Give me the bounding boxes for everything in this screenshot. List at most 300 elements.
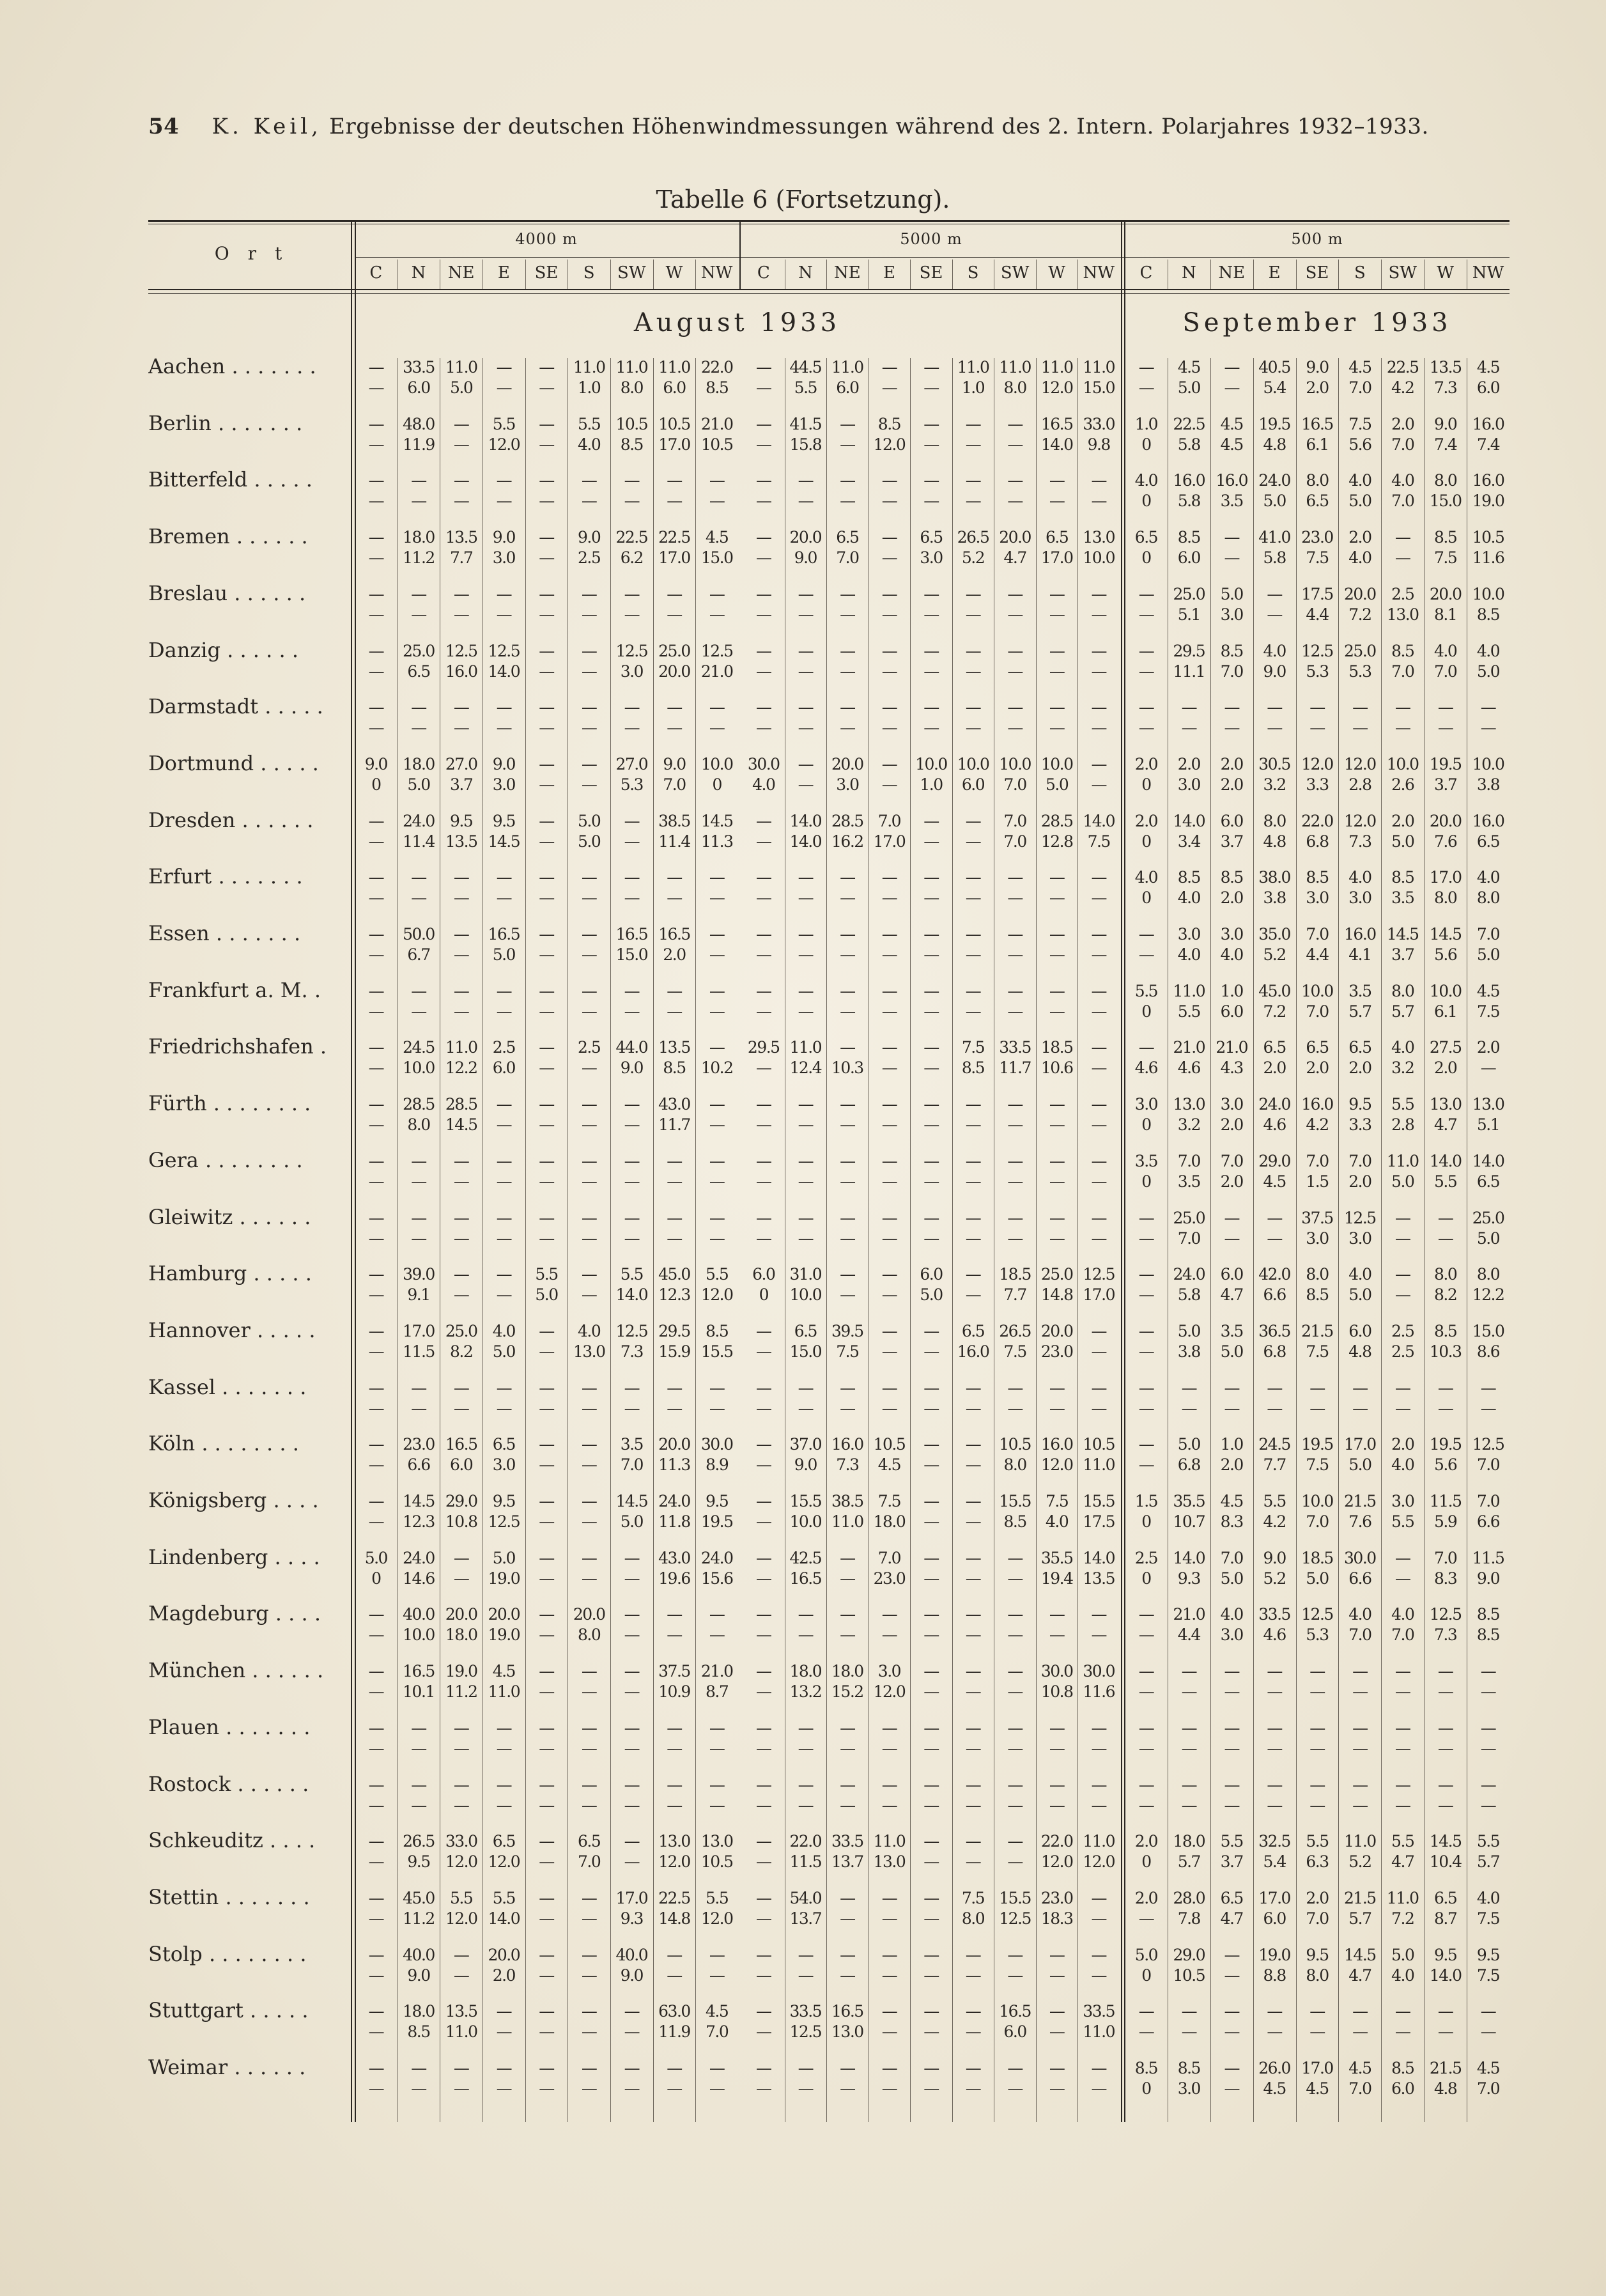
data-cell: 4.6 <box>1134 1059 1158 1078</box>
data-cell: — <box>923 2079 939 2098</box>
data-cell: 7.0 <box>836 548 859 568</box>
data-cell: 3.0 <box>1220 1625 1243 1645</box>
data-cell: 2.0 <box>1391 414 1414 433</box>
data-cell: — <box>667 1172 682 1191</box>
data-cell: — <box>709 1095 725 1114</box>
data-cell: 12.3 <box>658 1285 690 1305</box>
data-cell: — <box>756 1455 771 1475</box>
data-cell: 7.0 <box>1476 2079 1500 2098</box>
data-cell: — <box>368 811 384 830</box>
data-cell: 7.0 <box>877 1548 901 1567</box>
data-cell: 13.0 <box>1472 1095 1504 1114</box>
data-cell: — <box>1007 1945 1023 1964</box>
column-rule <box>1338 260 1339 289</box>
data-cell: — <box>1437 1775 1453 1794</box>
ort-divider-2 <box>351 220 352 2122</box>
column-rule <box>1036 260 1037 289</box>
data-cell: — <box>1049 1399 1065 1418</box>
data-cell: — <box>881 754 897 773</box>
data-cell: — <box>624 1002 640 1021</box>
direction-header: W <box>1048 263 1066 283</box>
data-cell: — <box>368 1151 384 1170</box>
data-cell: — <box>581 925 597 943</box>
data-cell: 4.0 <box>1220 945 1243 964</box>
data-cell: 7.0 <box>1220 1548 1243 1567</box>
data-cell: 10.9 <box>658 1682 690 1702</box>
data-cell: — <box>1049 1208 1065 1227</box>
data-cell: 6.0 <box>1263 1909 1286 1928</box>
data-cell: — <box>1224 718 1239 738</box>
data-cell: 4.8 <box>1263 435 1286 454</box>
data-cell: 7.3 <box>836 1455 859 1475</box>
data-cell: — <box>539 925 554 943</box>
direction-header: C <box>1139 263 1153 283</box>
data-cell: 7.7 <box>1263 1455 1286 1475</box>
data-cell: — <box>1395 1208 1410 1227</box>
data-cell: 11.4 <box>658 832 690 851</box>
data-cell: — <box>1007 435 1023 454</box>
data-cell: 7.2 <box>1348 605 1371 624</box>
data-cell: 6.5 <box>492 1435 515 1454</box>
data-cell: 14.5 <box>615 1492 648 1510</box>
data-cell: 10.0 <box>700 754 733 773</box>
data-cell: — <box>923 2059 939 2077</box>
data-cell: 8.5 <box>663 1059 686 1078</box>
altitude-label: 5000 m <box>900 230 962 248</box>
data-cell: — <box>840 471 855 490</box>
data-cell: 12.4 <box>789 1059 822 1078</box>
data-cell: — <box>581 2059 597 2077</box>
data-cell: 9.5 <box>1476 1945 1500 1964</box>
data-cell: — <box>965 1455 981 1475</box>
data-cell: 18.0 <box>831 1662 863 1681</box>
data-cell: 5.0 <box>1177 1321 1200 1340</box>
data-cell: 0 <box>1141 1569 1151 1588</box>
data-cell: — <box>756 1909 771 1928</box>
data-cell: 14.5 <box>1344 1945 1376 1964</box>
data-cell: 17.0 <box>1040 548 1073 568</box>
data-cell: — <box>881 2002 897 2021</box>
data-cell: — <box>1480 1739 1496 1758</box>
data-cell: — <box>923 435 939 454</box>
data-cell: — <box>709 1625 725 1645</box>
data-cell: — <box>1352 2022 1368 2042</box>
data-cell: 6.5 <box>578 1832 601 1851</box>
data-cell: 43.0 <box>658 1095 690 1114</box>
data-cell: — <box>1395 1739 1410 1758</box>
data-cell: 20.0 <box>573 1605 605 1624</box>
data-cell: — <box>1091 1966 1106 1985</box>
data-cell: 12.5 <box>1301 641 1333 660</box>
altitude-label: 4000 m <box>515 230 578 248</box>
data-cell: — <box>756 1605 771 1624</box>
data-cell: 3.0 <box>1391 1492 1414 1510</box>
place-name: Köln . . . . . . . . <box>148 1431 299 1456</box>
data-cell: 13.5 <box>445 2002 477 2021</box>
data-cell: 3.2 <box>1177 1115 1200 1135</box>
data-cell: — <box>881 868 897 887</box>
data-cell: — <box>1395 1399 1410 1418</box>
data-cell: 5.5 <box>620 1265 643 1284</box>
data-cell: — <box>923 1966 939 1985</box>
data-cell: 33.5 <box>1258 1605 1290 1624</box>
data-cell: — <box>881 1208 897 1227</box>
data-cell: 17.0 <box>403 1321 435 1340</box>
data-cell: — <box>923 1832 939 1851</box>
data-cell: — <box>881 528 897 547</box>
data-cell: 0 <box>1141 1172 1151 1191</box>
data-cell: 12.0 <box>488 435 520 454</box>
data-cell: 3.0 <box>877 1662 901 1681</box>
data-cell: 14.0 <box>488 662 520 681</box>
data-cell: — <box>539 1038 554 1057</box>
data-cell: 10.0 <box>1386 754 1419 773</box>
data-cell: — <box>539 1321 554 1340</box>
data-cell: — <box>923 1888 939 1907</box>
data-cell: — <box>798 1399 814 1418</box>
data-cell: — <box>581 1399 597 1418</box>
data-cell: — <box>1181 1775 1197 1794</box>
data-cell: — <box>1352 2002 1368 2021</box>
data-cell: 4.8 <box>1263 832 1286 851</box>
data-cell: 10.0 <box>1301 1492 1333 1510</box>
data-cell: 0 <box>1141 435 1151 454</box>
data-cell: 17.0 <box>1344 1435 1376 1454</box>
data-cell: — <box>453 1739 469 1758</box>
data-cell: — <box>881 1342 897 1361</box>
data-cell: — <box>539 358 554 376</box>
data-cell: — <box>923 1172 939 1191</box>
data-cell: 27.0 <box>445 754 477 773</box>
data-cell: 28.5 <box>445 1095 477 1114</box>
data-cell: — <box>923 414 939 433</box>
data-cell: — <box>1091 868 1106 887</box>
data-cell: — <box>368 2002 384 2021</box>
data-cell: 11.0 <box>1083 1455 1115 1475</box>
data-cell: 6.0 <box>1476 378 1500 397</box>
data-cell: 22.0 <box>1040 1832 1073 1851</box>
data-cell: 23.0 <box>1040 1342 1073 1361</box>
data-cell: — <box>539 1796 554 1815</box>
place-name: Hamburg . . . . . <box>148 1261 312 1286</box>
data-cell: — <box>923 1625 939 1645</box>
data-cell: — <box>798 1115 814 1135</box>
data-cell: — <box>923 1796 939 1815</box>
data-cell: 17.0 <box>1301 2059 1333 2077</box>
data-cell: — <box>923 1321 939 1340</box>
data-cell: — <box>923 718 939 738</box>
data-cell: — <box>1049 1945 1065 1964</box>
data-cell: — <box>1007 1852 1023 1872</box>
data-cell: — <box>1049 584 1065 603</box>
data-cell: 14.5 <box>1429 1832 1462 1851</box>
data-cell: — <box>624 868 640 887</box>
data-cell: 7.0 <box>1348 2079 1371 2098</box>
data-cell: — <box>539 435 554 454</box>
data-cell: 12.5 <box>615 1321 648 1340</box>
data-cell: 24.5 <box>1258 1435 1290 1454</box>
data-cell: 9.0 <box>620 1059 643 1078</box>
data-cell: — <box>624 1208 640 1227</box>
data-cell: 6.5 <box>1306 1038 1329 1057</box>
data-cell: — <box>539 2022 554 2042</box>
data-cell: 16.5 <box>488 925 520 943</box>
data-cell: — <box>411 981 426 1000</box>
data-cell: 6.5 <box>1220 1888 1243 1907</box>
data-cell: — <box>667 1151 682 1170</box>
data-cell: 11.0 <box>1083 358 1115 376</box>
data-cell: — <box>1224 1378 1239 1397</box>
data-cell: 8.3 <box>1434 1569 1457 1588</box>
data-cell: 4.5 <box>1220 1492 1243 1510</box>
data-cell: — <box>756 811 771 830</box>
data-cell: — <box>756 2002 771 2021</box>
data-cell: 22.5 <box>615 528 648 547</box>
data-cell: 5.0 <box>1220 584 1243 603</box>
data-cell: 17.0 <box>615 1888 648 1907</box>
data-cell: — <box>840 945 855 964</box>
data-cell: 6.2 <box>620 548 643 568</box>
data-cell: — <box>923 492 939 511</box>
data-cell: — <box>453 1775 469 1794</box>
data-cell: — <box>965 1435 981 1454</box>
data-cell: — <box>496 1796 512 1815</box>
data-cell: 5.0 <box>1046 775 1069 794</box>
data-cell: 15.0 <box>700 548 733 568</box>
data-cell: 4.0 <box>1391 1966 1414 1985</box>
data-cell: 8.0 <box>1306 1265 1329 1284</box>
data-cell: — <box>581 1095 597 1114</box>
data-cell: 11.0 <box>1344 1832 1376 1851</box>
data-cell: 11.3 <box>700 832 733 851</box>
data-cell: — <box>1007 641 1023 660</box>
data-cell: — <box>1007 1002 1023 1021</box>
data-cell: 18.0 <box>1173 1832 1205 1851</box>
data-cell: — <box>840 492 855 511</box>
data-cell: 17.5 <box>1083 1512 1115 1531</box>
direction-header: SW <box>1000 263 1030 283</box>
data-cell: — <box>539 1739 554 1758</box>
data-cell: 7.0 <box>706 2022 729 2042</box>
place-name: Dortmund . . . . . <box>148 750 319 775</box>
table-title: Tabelle 6 (Fortsetzung). <box>656 185 950 213</box>
data-cell: — <box>840 1775 855 1794</box>
data-cell: — <box>965 1945 981 1964</box>
data-cell: 12.5 <box>1301 1605 1333 1624</box>
data-cell: 23.0 <box>403 1435 435 1454</box>
data-cell: — <box>496 471 512 490</box>
data-cell: 14.0 <box>1472 1151 1504 1170</box>
data-cell: — <box>798 2079 814 2098</box>
data-cell: 2.0 <box>1391 811 1414 830</box>
data-cell: 7.5 <box>1306 1342 1329 1361</box>
data-cell: 38.5 <box>658 811 690 830</box>
data-cell: 3.0 <box>492 548 515 568</box>
data-cell: 11.0 <box>999 358 1031 376</box>
data-cell: — <box>840 414 855 433</box>
data-cell: — <box>709 925 725 943</box>
data-cell: — <box>1267 1796 1282 1815</box>
data-cell: 3.5 <box>1348 981 1371 1000</box>
data-cell: — <box>453 2059 469 2077</box>
data-cell: — <box>756 1682 771 1702</box>
data-cell: — <box>1091 2079 1106 2098</box>
data-cell: — <box>1007 2059 1023 2077</box>
data-cell: — <box>923 662 939 681</box>
data-cell: — <box>581 1492 597 1510</box>
data-cell: 7.0 <box>1391 1625 1414 1645</box>
data-cell: 4.8 <box>1434 2079 1457 2098</box>
data-cell: 8.5 <box>1476 1605 1500 1624</box>
data-cell: — <box>1049 1718 1065 1737</box>
data-cell: 26.5 <box>957 528 989 547</box>
data-cell: — <box>923 1095 939 1114</box>
data-cell: — <box>368 1492 384 1510</box>
data-cell: — <box>1437 2022 1453 2042</box>
data-cell: — <box>624 981 640 1000</box>
data-cell: 7.0 <box>1348 1151 1371 1170</box>
data-cell: — <box>798 1151 814 1170</box>
data-cell: 16.5 <box>445 1435 477 1454</box>
data-cell: — <box>496 1172 512 1191</box>
data-cell: 11.0 <box>445 2022 477 2042</box>
data-cell: 6.5 <box>920 528 943 547</box>
data-cell: — <box>923 584 939 603</box>
data-cell: 19.0 <box>488 1569 520 1588</box>
data-cell: — <box>756 698 771 717</box>
data-cell: 7.0 <box>1306 1512 1329 1531</box>
data-cell: 3.5 <box>1220 492 1243 511</box>
data-cell: — <box>1091 1229 1106 1248</box>
data-cell: 15.5 <box>789 1492 822 1510</box>
data-cell: 14.5 <box>488 832 520 851</box>
data-cell: 4.0 <box>1348 1265 1371 1284</box>
data-cell: 5.0 <box>1134 1945 1158 1964</box>
data-cell: 2.8 <box>1348 775 1371 794</box>
data-cell: — <box>1091 1002 1106 1021</box>
data-cell: 21.0 <box>700 414 733 433</box>
data-cell: — <box>965 414 981 433</box>
data-cell: — <box>881 775 897 794</box>
data-cell: 8.5 <box>706 1321 729 1340</box>
data-cell: — <box>840 925 855 943</box>
data-cell: 40.0 <box>403 1945 435 1964</box>
data-cell: — <box>965 811 981 830</box>
data-cell: 2.0 <box>1220 888 1243 908</box>
data-cell: 11.0 <box>1083 1832 1115 1851</box>
data-cell: — <box>709 605 725 624</box>
data-cell: — <box>965 1492 981 1510</box>
data-cell: — <box>840 1285 855 1305</box>
data-cell: — <box>539 1435 554 1454</box>
data-cell: 14.0 <box>789 811 822 830</box>
data-cell: — <box>881 888 897 908</box>
data-cell: 20.0 <box>789 528 822 547</box>
data-cell: 40.5 <box>1258 358 1290 376</box>
data-cell: — <box>496 1399 512 1418</box>
data-cell: — <box>1267 1399 1282 1418</box>
data-cell: 3.0 <box>1220 925 1243 943</box>
data-cell: — <box>756 2079 771 2098</box>
data-cell: — <box>368 1399 384 1418</box>
data-cell: — <box>965 1739 981 1758</box>
data-cell: — <box>881 358 897 376</box>
data-cell: — <box>1352 1682 1368 1702</box>
data-cell: 0 <box>1141 1966 1151 1985</box>
data-cell: 5.7 <box>1177 1852 1200 1872</box>
data-cell: 12.5 <box>615 641 648 660</box>
data-cell: — <box>840 2079 855 2098</box>
data-cell: 37.5 <box>658 1662 690 1681</box>
data-cell: — <box>923 1718 939 1737</box>
data-cell: 15.5 <box>1083 1492 1115 1510</box>
column-rule <box>952 260 953 289</box>
data-cell: 21.0 <box>1173 1605 1205 1624</box>
data-cell: — <box>1049 888 1065 908</box>
data-cell: 7.0 <box>1434 662 1457 681</box>
data-cell: — <box>581 1265 597 1284</box>
data-cell: — <box>496 584 512 603</box>
data-cell: 44.5 <box>789 358 822 376</box>
data-cell: — <box>881 2022 897 2042</box>
data-cell: — <box>756 1625 771 1645</box>
data-cell: 14.0 <box>789 832 822 851</box>
data-cell: — <box>756 1059 771 1078</box>
data-cell: 29.5 <box>747 1038 780 1057</box>
data-cell: 4.0 <box>1391 1455 1414 1475</box>
data-cell: — <box>539 1718 554 1737</box>
data-cell: — <box>539 584 554 603</box>
data-cell: — <box>1395 718 1410 738</box>
data-cell: 9.5 <box>450 811 473 830</box>
data-cell: — <box>840 888 855 908</box>
data-cell: — <box>756 1229 771 1248</box>
data-cell: — <box>581 1378 597 1397</box>
data-cell: — <box>798 945 814 964</box>
data-cell: — <box>581 1796 597 1815</box>
data-cell: 5.0 <box>1391 832 1414 851</box>
data-cell: — <box>881 981 897 1000</box>
data-cell: — <box>667 605 682 624</box>
data-cell: — <box>539 471 554 490</box>
data-cell: — <box>624 2079 640 2098</box>
data-cell: — <box>368 1605 384 1624</box>
data-cell: — <box>1480 1378 1496 1397</box>
data-cell: — <box>411 1796 426 1815</box>
data-cell: 5.5 <box>535 1265 558 1284</box>
data-cell: 4.5 <box>877 1455 901 1475</box>
data-cell: — <box>923 1229 939 1248</box>
data-cell: — <box>1049 1775 1065 1794</box>
data-cell: — <box>1007 1115 1023 1135</box>
data-cell: 5.5 <box>1177 1002 1200 1021</box>
data-cell: 8.0 <box>1306 471 1329 490</box>
data-cell: 12.2 <box>445 1059 477 1078</box>
data-cell: — <box>368 1435 384 1454</box>
data-cell: — <box>368 925 384 943</box>
data-cell: — <box>1091 1909 1106 1928</box>
data-cell: — <box>1091 925 1106 943</box>
data-cell: — <box>840 698 855 717</box>
data-cell: 10.7 <box>1173 1512 1205 1531</box>
data-cell: — <box>1049 1378 1065 1397</box>
data-cell: — <box>368 1342 384 1361</box>
column-rule <box>1381 260 1382 289</box>
data-cell: 7.2 <box>1263 1002 1286 1021</box>
data-cell: 7.0 <box>1348 378 1371 397</box>
data-cell: 24.0 <box>1258 471 1290 490</box>
data-cell: — <box>923 981 939 1000</box>
